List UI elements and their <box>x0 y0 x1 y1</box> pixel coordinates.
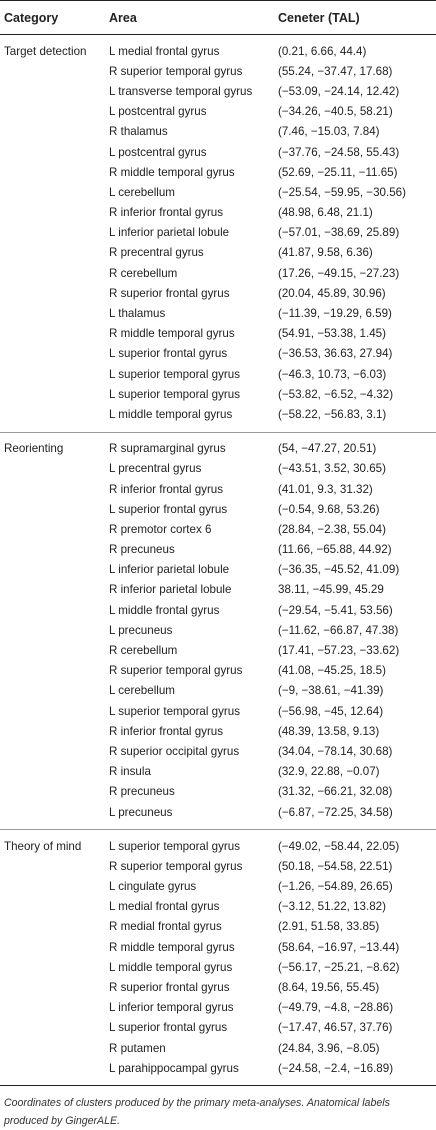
center-coordinates-cell: (−6.87, −72.25, 34.58) <box>278 805 393 819</box>
section-spacer <box>0 822 436 829</box>
category-cell <box>0 762 104 782</box>
area-cell: L medial frontal gyrus <box>109 44 220 58</box>
center-coordinates-cell: (32.9, 22.88, −0.07) <box>278 765 380 779</box>
table-footnote: Coordinates of clusters produced by the primary meta-analyses. Anatomical labels produced by GingerALE. <box>4 1097 390 1128</box>
category-cell <box>0 917 104 937</box>
center-coordinates-cell: (20.04, 45.89, 30.96) <box>278 286 386 300</box>
area-cell: L superior temporal gyrus <box>109 704 241 718</box>
table-row <box>0 81 436 101</box>
category-cell <box>0 81 104 101</box>
section-spacer-cell <box>0 1078 436 1085</box>
center-coordinates-cell: (−17.47, 46.57, 37.76) <box>278 1021 393 1035</box>
category-label: Theory of mind <box>4 839 82 853</box>
category-label: Target detection <box>4 44 87 58</box>
category-cell <box>0 162 104 182</box>
area-cell: L thalamus <box>109 307 166 321</box>
area-cell: R supramarginal gyrus <box>109 442 226 456</box>
area-cell: R inferior frontal gyrus <box>109 206 224 220</box>
section-spacer <box>0 1078 436 1085</box>
center-coordinates-cell: (48.98, 6.48, 21.1) <box>278 206 373 220</box>
category-label: Reorienting <box>4 442 64 456</box>
center-coordinates-cell: (−53.09, −24.14, 12.42) <box>278 84 400 98</box>
center-coordinates-cell: (−34.26, −40.5, 58.21) <box>278 105 393 119</box>
category-cell <box>0 661 104 681</box>
table-row <box>0 600 436 620</box>
table-row <box>0 681 436 701</box>
area-cell: R superior temporal gyrus <box>109 64 243 78</box>
table-row <box>0 459 436 479</box>
center-coordinates-cell: (−1.26, −54.89, 26.65) <box>278 880 393 894</box>
center-coordinates-cell: (55.24, −37.47, 17.68) <box>278 64 393 78</box>
center-coordinates-cell: (54, −47.27, 20.51) <box>278 442 377 456</box>
table-row <box>0 957 436 977</box>
category-cell <box>0 937 104 957</box>
area-cell: R middle temporal gyrus <box>109 165 235 179</box>
area-cell: L parahippocampal gyrus <box>109 1061 239 1075</box>
center-coordinates-cell: (−53.82, −6.52, −4.32) <box>278 387 394 401</box>
category-cell <box>0 560 104 580</box>
table-row <box>0 762 436 782</box>
area-cell: L superior temporal gyrus <box>109 367 241 381</box>
table-row <box>0 802 436 822</box>
area-cell: L precuneus <box>109 623 173 637</box>
category-cell <box>0 1058 104 1078</box>
center-coordinates-cell: (11.66, −65.88, 44.92) <box>278 543 392 557</box>
center-coordinates-cell: (−43.51, 3.52, 30.65) <box>278 462 386 476</box>
center-coordinates-cell: (−49.79, −4.8, −28.86) <box>278 1001 394 1015</box>
category-cell <box>0 459 104 479</box>
center-coordinates-cell: (−0.54, 9.68, 53.26) <box>278 502 380 516</box>
table-row <box>0 640 436 660</box>
table-row <box>0 61 436 81</box>
area-cell: R middle temporal gyrus <box>109 940 235 954</box>
table-row <box>0 1038 436 1058</box>
category-cell <box>0 681 104 701</box>
center-coordinates-cell: (−56.17, −25.21, −8.62) <box>278 960 400 974</box>
table-row <box>0 1058 436 1078</box>
area-cell: R superior frontal gyrus <box>109 981 230 995</box>
section-spacer <box>0 425 436 432</box>
center-coordinates-cell: (−29.54, −5.41, 53.56) <box>278 603 393 617</box>
table-row <box>0 223 436 243</box>
table-header-row <box>0 1 436 34</box>
center-coordinates-cell: (17.41, −57.23, −33.62) <box>278 644 400 658</box>
category-cell <box>0 1038 104 1058</box>
area-cell: L cerebellum <box>109 185 175 199</box>
category-cell <box>0 479 104 499</box>
center-coordinates-cell: (54.91, −53.38, 1.45) <box>278 327 386 341</box>
table-row <box>0 263 436 283</box>
table-row <box>0 283 436 303</box>
table-row <box>0 836 436 856</box>
table-row <box>0 384 436 404</box>
category-cell <box>0 856 104 876</box>
table-row <box>0 344 436 364</box>
area-cell: L superior temporal gyrus <box>109 387 241 401</box>
coordinates-table <box>0 1 436 1085</box>
center-coordinates-cell: (−36.35, −45.52, 41.09) <box>278 563 400 577</box>
table-row <box>0 41 436 61</box>
category-cell <box>0 721 104 741</box>
table-row <box>0 917 436 937</box>
table-row <box>0 102 436 122</box>
category-cell <box>0 122 104 142</box>
area-cell: R superior frontal gyrus <box>109 286 230 300</box>
category-cell <box>0 499 104 519</box>
table-row <box>0 721 436 741</box>
center-coordinates-cell: (7.46, −15.03, 7.84) <box>278 125 380 139</box>
table-row <box>0 479 436 499</box>
category-cell <box>0 620 104 640</box>
table-row <box>0 897 436 917</box>
category-cell <box>0 182 104 202</box>
category-cell <box>0 640 104 660</box>
area-cell: L middle temporal gyrus <box>109 960 233 974</box>
area-cell: L transverse temporal gyrus <box>109 84 253 98</box>
area-cell: L cerebellum <box>109 684 175 698</box>
area-cell: R precuneus <box>109 543 175 557</box>
center-coordinates-cell: (2.91, 51.58, 33.85) <box>278 920 380 934</box>
area-cell: L middle temporal gyrus <box>109 407 233 421</box>
category-cell <box>0 519 104 539</box>
center-coordinates-cell: (−3.12, 51.22, 13.82) <box>278 900 386 914</box>
table-row <box>0 142 436 162</box>
center-coordinates-cell: (48.39, 13.58, 9.13) <box>278 724 380 738</box>
area-cell: R thalamus <box>109 125 168 139</box>
section-spacer-cell <box>0 425 436 432</box>
table-body <box>0 34 436 1085</box>
area-cell: R inferior parietal lobule <box>109 583 232 597</box>
center-coordinates-cell: (28.84, −2.38, 55.04) <box>278 522 386 536</box>
center-coordinates-cell: (41.01, 9.3, 31.32) <box>278 482 373 496</box>
table-row <box>0 580 436 600</box>
center-coordinates-cell: (17.26, −49.15, −27.23) <box>278 266 400 280</box>
table-row <box>0 439 436 459</box>
table-row <box>0 1018 436 1038</box>
area-cell: R precuneus <box>109 785 175 799</box>
center-coordinates-cell: (24.84, 3.96, −8.05) <box>278 1041 380 1055</box>
area-cell: R insula <box>109 765 151 779</box>
area-cell: R middle temporal gyrus <box>109 327 235 341</box>
category-cell <box>0 977 104 997</box>
center-coordinates-cell: (−11.62, −66.87, 47.38) <box>278 623 399 637</box>
category-cell <box>0 741 104 761</box>
area-cell: L superior frontal gyrus <box>109 347 228 361</box>
area-cell: L superior temporal gyrus <box>109 839 241 853</box>
center-coordinates-cell: (52.69, −25.11, −11.65) <box>278 165 398 179</box>
center-coordinates-cell: (31.32, −66.21, 32.08) <box>278 785 393 799</box>
area-cell: R medial frontal gyrus <box>109 920 222 934</box>
section-spacer-cell <box>0 822 436 829</box>
area-cell: R premotor cortex 6 <box>109 522 212 536</box>
center-coordinates-cell: (−9, −38.61, −41.39) <box>278 684 384 698</box>
area-cell: R superior temporal gyrus <box>109 664 243 678</box>
table-row <box>0 540 436 560</box>
center-coordinates-cell: (34.04, −78.14, 30.68) <box>278 744 393 758</box>
table-row <box>0 782 436 802</box>
category-cell <box>0 802 104 822</box>
center-coordinates-cell: (−56.98, −45, 12.64) <box>278 704 384 718</box>
area-cell: R inferior frontal gyrus <box>109 482 224 496</box>
center-coordinates-cell: 38.11, −45.99, 45.29 <box>278 583 384 597</box>
category-cell <box>0 600 104 620</box>
category-cell <box>0 877 104 897</box>
area-cell: L cingulate gyrus <box>109 880 197 894</box>
table-row <box>0 243 436 263</box>
table-row <box>0 499 436 519</box>
table-row <box>0 877 436 897</box>
area-cell: L postcentral gyrus <box>109 145 207 159</box>
center-coordinates-cell: (−57.01, −38.69, 25.89) <box>278 226 400 240</box>
area-cell: L precentral gyrus <box>109 462 202 476</box>
area-cell: L inferior parietal lobule <box>109 563 230 577</box>
table-row <box>0 519 436 539</box>
header-center: Ceneter (TAL) <box>278 10 360 25</box>
header-area: Area <box>109 10 137 25</box>
table-row <box>0 661 436 681</box>
center-coordinates-cell: (50.18, −54.58, 22.51) <box>278 859 393 873</box>
area-cell: R superior temporal gyrus <box>109 859 243 873</box>
category-cell <box>0 782 104 802</box>
area-cell: L inferior parietal lobule <box>109 226 230 240</box>
table-row <box>0 937 436 957</box>
category-cell <box>0 203 104 223</box>
category-cell <box>0 344 104 364</box>
center-coordinates-cell: (0.21, 6.66, 44.4) <box>278 44 367 58</box>
area-cell: L precuneus <box>109 805 173 819</box>
category-cell <box>0 263 104 283</box>
category-cell <box>0 540 104 560</box>
category-cell <box>0 384 104 404</box>
area-cell: L superior frontal gyrus <box>109 502 228 516</box>
area-cell: L inferior temporal gyrus <box>109 1001 234 1015</box>
table-row <box>0 998 436 1018</box>
area-cell: L medial frontal gyrus <box>109 900 220 914</box>
table-row <box>0 620 436 640</box>
center-coordinates-cell: (−46.3, 10.73, −6.03) <box>278 367 387 381</box>
category-cell <box>0 897 104 917</box>
category-cell <box>0 243 104 263</box>
area-cell: L middle frontal gyrus <box>109 603 220 617</box>
category-cell <box>0 102 104 122</box>
table-row <box>0 303 436 323</box>
table-row <box>0 741 436 761</box>
center-coordinates-cell: (−25.54, −59.95, −30.56) <box>278 185 406 199</box>
table-row <box>0 560 436 580</box>
table-row <box>0 364 436 384</box>
center-coordinates-cell: (58.64, −16.97, −13.44) <box>278 940 400 954</box>
category-cell <box>0 957 104 977</box>
category-cell <box>0 1018 104 1038</box>
category-cell <box>0 61 104 81</box>
table-row <box>0 404 436 424</box>
area-cell: L superior frontal gyrus <box>109 1021 228 1035</box>
area-cell: R cerebellum <box>109 266 178 280</box>
table-row <box>0 182 436 202</box>
table-row <box>0 701 436 721</box>
area-cell: L postcentral gyrus <box>109 105 207 119</box>
category-cell <box>0 998 104 1018</box>
center-coordinates-cell: (−24.58, −2.4, −16.89) <box>278 1061 394 1075</box>
table-row <box>0 977 436 997</box>
category-cell <box>0 404 104 424</box>
center-coordinates-cell: (8.64, 19.56, 55.45) <box>278 981 380 995</box>
category-cell <box>0 142 104 162</box>
area-cell: R precentral gyrus <box>109 246 204 260</box>
category-cell <box>0 303 104 323</box>
center-coordinates-cell: (−49.02, −58.44, 22.05) <box>278 839 400 853</box>
category-cell <box>0 283 104 303</box>
center-coordinates-cell: (41.08, −45.25, 18.5) <box>278 664 386 678</box>
header-category: Category <box>4 10 59 25</box>
center-coordinates-cell: (41.87, 9.58, 6.36) <box>278 246 373 260</box>
category-cell <box>0 580 104 600</box>
center-coordinates-cell: (−58.22, −56.83, 3.1) <box>278 407 387 421</box>
category-cell <box>0 701 104 721</box>
table-row <box>0 122 436 142</box>
category-cell <box>0 223 104 243</box>
table-row <box>0 162 436 182</box>
area-cell: R putamen <box>109 1041 166 1055</box>
category-cell <box>0 364 104 384</box>
table-row <box>0 324 436 344</box>
center-coordinates-cell: (−37.76, −24.58, 55.43) <box>278 145 400 159</box>
category-cell <box>0 324 104 344</box>
area-cell: R superior occipital gyrus <box>109 744 240 758</box>
center-coordinates-cell: (−11.39, −19.29, 6.59) <box>278 307 392 321</box>
area-cell: R cerebellum <box>109 644 178 658</box>
area-cell: R inferior frontal gyrus <box>109 724 224 738</box>
table-row <box>0 856 436 876</box>
table-row <box>0 203 436 223</box>
center-coordinates-cell: (−36.53, 36.63, 27.94) <box>278 347 393 361</box>
